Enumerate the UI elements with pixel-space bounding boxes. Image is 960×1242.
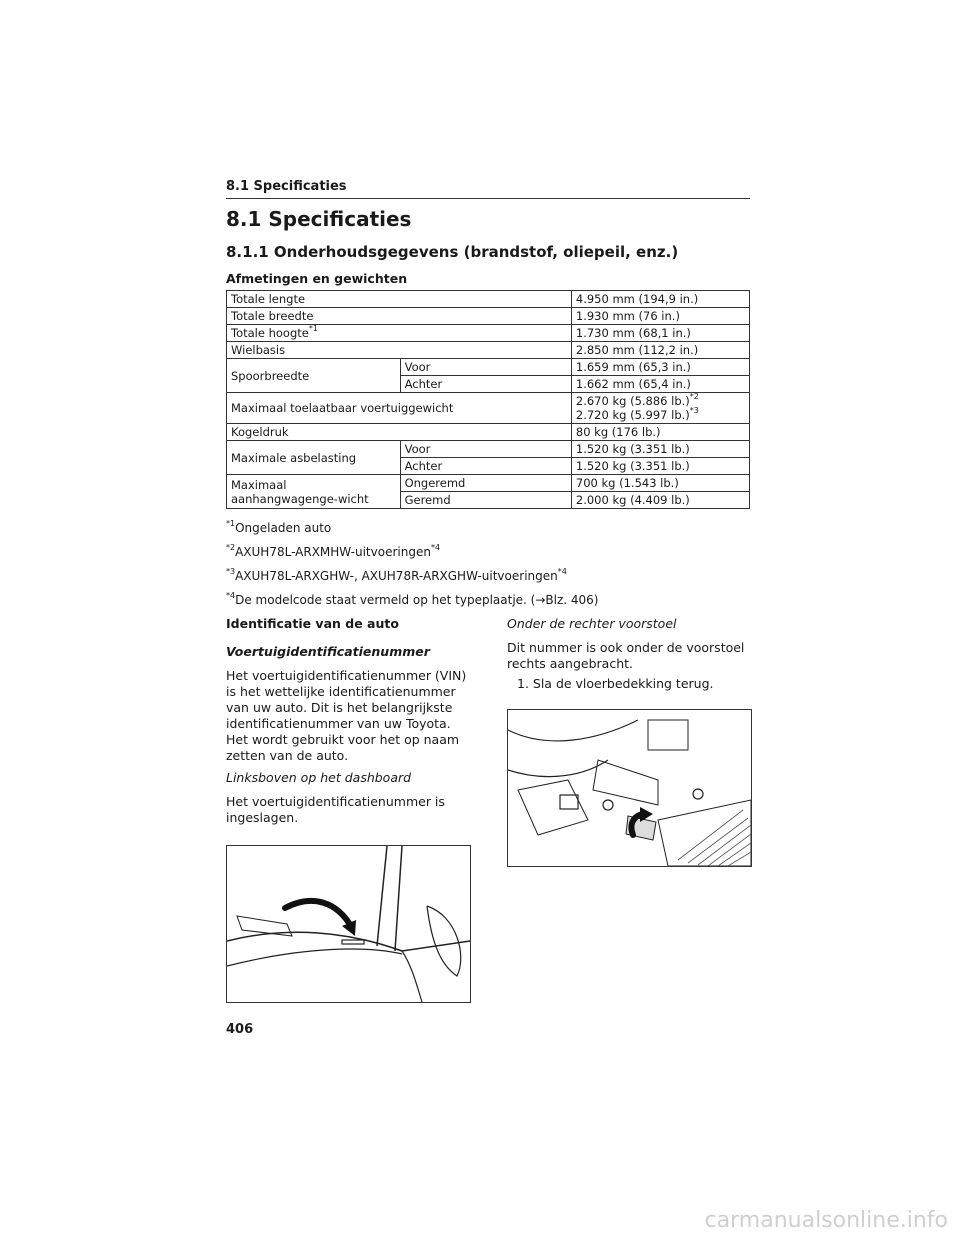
section-title: 8.1 Specificaties (226, 207, 412, 231)
cell-sublabel: Ongeremd (400, 475, 571, 492)
identification-heading: Identificatie van de auto (226, 616, 399, 631)
table-row (227, 441, 750, 458)
cell-sublabel: Achter (400, 376, 571, 393)
footnote-ref: *4 (430, 543, 441, 552)
cell-label: Kogeldruk (227, 424, 572, 441)
table-row (227, 342, 750, 359)
cell-sublabel: Voor (400, 441, 571, 458)
table-row (227, 308, 750, 325)
table-heading: Afmetingen en gewichten (226, 271, 408, 286)
value-text: 2.670 kg (5.886 lb.) (575, 394, 690, 408)
cell-value: 1.730 mm (68,1 in.) (571, 325, 749, 342)
location-seat: Onder de rechter voorstoel (507, 616, 677, 631)
seat-figure (507, 709, 752, 867)
running-header: 8.1 Specificaties (226, 179, 347, 194)
footnote-mark: *3 (226, 567, 236, 576)
specs-table (226, 290, 750, 509)
footnote-text: AXUH78L-ARXMHW-uitvoeringen (235, 545, 431, 559)
cell-sublabel: Achter (400, 458, 571, 475)
footnote-text: De modelcode staat vermeld op het typeplaatje. (→Blz. 406) (235, 593, 599, 607)
cell-value: 700 kg (1.543 lb.) (571, 475, 749, 492)
cell-sublabel: Voor (400, 359, 571, 376)
cell-label: Totale breedte (227, 308, 572, 325)
seat-description: Dit nummer is ook onder de voorstoel rechts aangebracht. (507, 640, 745, 671)
footnote-ref: *4 (557, 567, 567, 576)
footnote (226, 545, 440, 559)
footnote (226, 569, 567, 583)
footnote-mark: *2 (226, 543, 236, 552)
cell-label (227, 325, 572, 342)
dashboard-illustration (227, 846, 470, 1002)
label-text: Totale hoogte (231, 326, 309, 340)
cell-value: 1.520 kg (3.351 lb.) (571, 458, 749, 475)
footnote-text: Ongeladen auto (235, 521, 332, 535)
cell-value: 1.662 mm (65,4 in.) (571, 376, 749, 393)
page-number: 406 (226, 1022, 254, 1037)
cell-label: Totale lengte (227, 291, 572, 308)
cell-sublabel: Geremd (400, 492, 571, 509)
table-row (227, 393, 750, 424)
table-row (227, 325, 750, 342)
watermark: carmanualsonline.info (704, 1208, 948, 1233)
cell-value: 1.930 mm (76 in.) (571, 308, 749, 325)
vin-subheading: Voertuigidentificatienummer (226, 644, 430, 659)
cell-value: 80 kg (176 lb.) (571, 424, 749, 441)
cell-value (571, 393, 749, 424)
location-dashboard: Linksboven op het dashboard (226, 770, 412, 785)
value-text: 2.720 kg (5.997 lb.) (575, 408, 690, 422)
cell-label: Wielbasis (227, 342, 572, 359)
vin-stamped-text: Het voertuigidentificatienummer is ingeslagen. (226, 794, 445, 825)
dashboard-figure (226, 845, 471, 1003)
cell-label: Maximale asbelasting (227, 441, 401, 475)
table-row (227, 424, 750, 441)
cell-value: 2.850 mm (112,2 in.) (571, 342, 749, 359)
footnote-ref: *3 (689, 406, 699, 415)
seat-illustration (508, 710, 751, 866)
step-1: 1. Sla de vloerbedekking terug. (517, 676, 714, 691)
cell-label: Spoorbreedte (227, 359, 401, 393)
header-rule (226, 198, 750, 199)
footnote-text: AXUH78L-ARXGHW-, AXUH78R-ARXGHW-uitvoeringen (235, 569, 558, 583)
cell-value: 4.950 mm (194,9 in.) (571, 291, 749, 308)
footnote (226, 593, 599, 607)
cell-value: 1.520 kg (3.351 lb.) (571, 441, 749, 458)
value-line (576, 408, 745, 422)
footnote-mark: *1 (226, 519, 236, 528)
vin-description: Het voertuigidentificatienummer (VIN) is het wettelijke identificatienummer van uw auto. Dit is het belangrijkste identificatienummer van uw Toyota. Het wordt gebruikt voor het op naam zetten van de auto. (226, 668, 467, 763)
cell-label: Maximaal aanhangwagenge-wicht (227, 475, 401, 509)
footnote-ref: *2 (689, 392, 699, 401)
footnote-ref: *1 (308, 324, 318, 333)
value-line (576, 394, 745, 408)
cell-value: 2.000 kg (4.409 lb.) (571, 492, 749, 509)
table-row (227, 291, 750, 308)
table-row (227, 475, 750, 492)
table-row (227, 359, 750, 376)
footnote (226, 521, 331, 535)
subsection-title: 8.1.1 Onderhoudsgegevens (brandstof, oliepeil, enz.) (226, 243, 679, 261)
footnote-mark: *4 (226, 591, 236, 600)
cell-value: 1.659 mm (65,3 in.) (571, 359, 749, 376)
cell-label: Maximaal toelaatbaar voertuiggewicht (227, 393, 572, 424)
